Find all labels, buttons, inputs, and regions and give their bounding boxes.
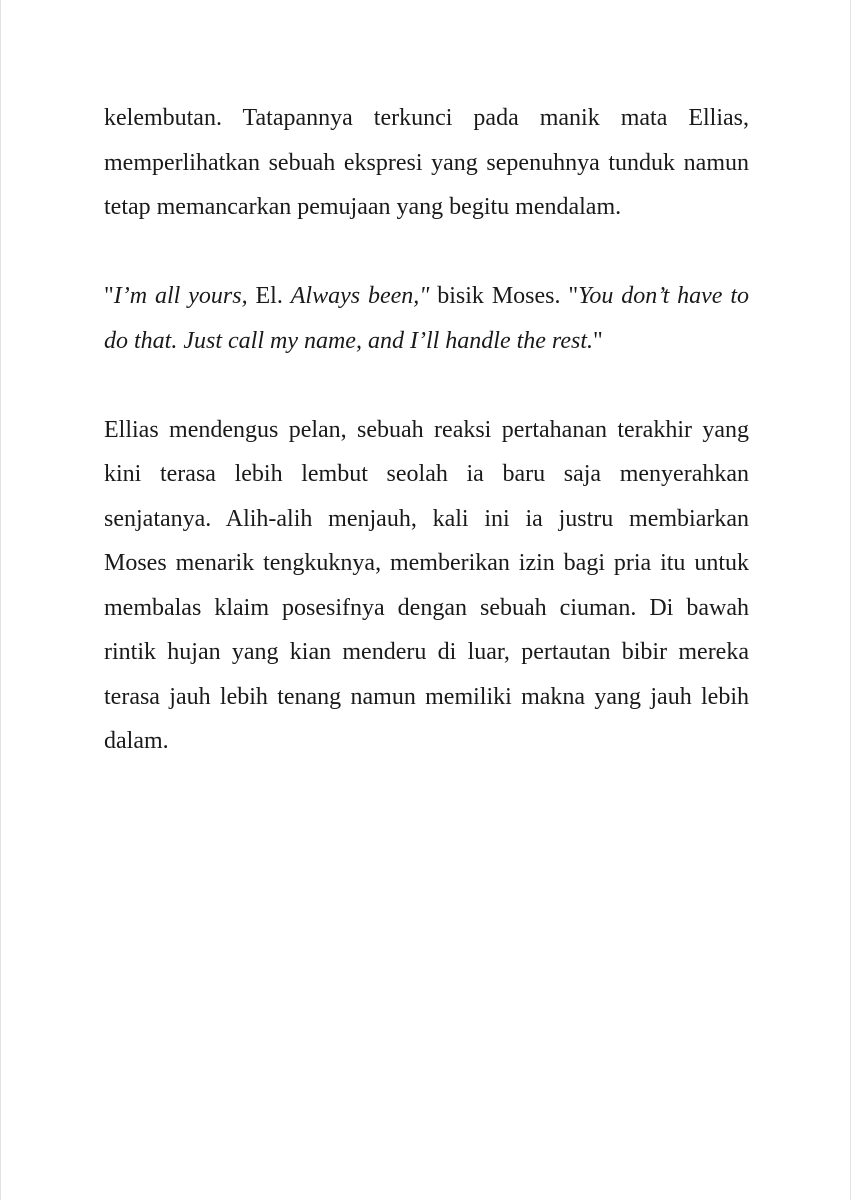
paragraph-1: kelembutan. Tatapannya terkunci pada manik mata Ellias, memperlihatkan sebuah ekspresi yang sepenuhnya tunduk namun tetap memancarkan pemujaan yang begitu mendalam. [104,105,749,220]
paragraph-2-dialogue [104,274,749,363]
dialogue-segment: El. [247,283,291,309]
dialogue-segment: " [593,327,603,354]
dialogue-segment-italic: I’m all yours, [113,283,248,309]
dialogue-segment-italic: You don’t have to do that. Just call my name, and I’ll handle the rest. [104,283,750,354]
dialogue-segment-italic: Always been," [290,283,430,309]
dialogue-segment: bisik Moses. " [429,283,579,309]
page-body [104,96,749,764]
dialogue-segment: " [104,283,114,309]
paragraph-3: Ellias mendengus pelan, sebuah reaksi pertahanan terakhir yang kini terasa lebih lembut seolah ia baru saja menyerahkan senjatanya. Alih-alih menjauh, kali ini ia justru membiarkan Moses menarik tengkuknya, memberikan izin bagi pria itu untuk membalas klaim posesifnya dengan sebuah ciuman. Di bawah rintik hujan yang kian menderu di luar, pertautan bibir mereka terasa jauh lebih tenang namun memiliki makna yang jauh lebih dalam. [104,416,749,754]
